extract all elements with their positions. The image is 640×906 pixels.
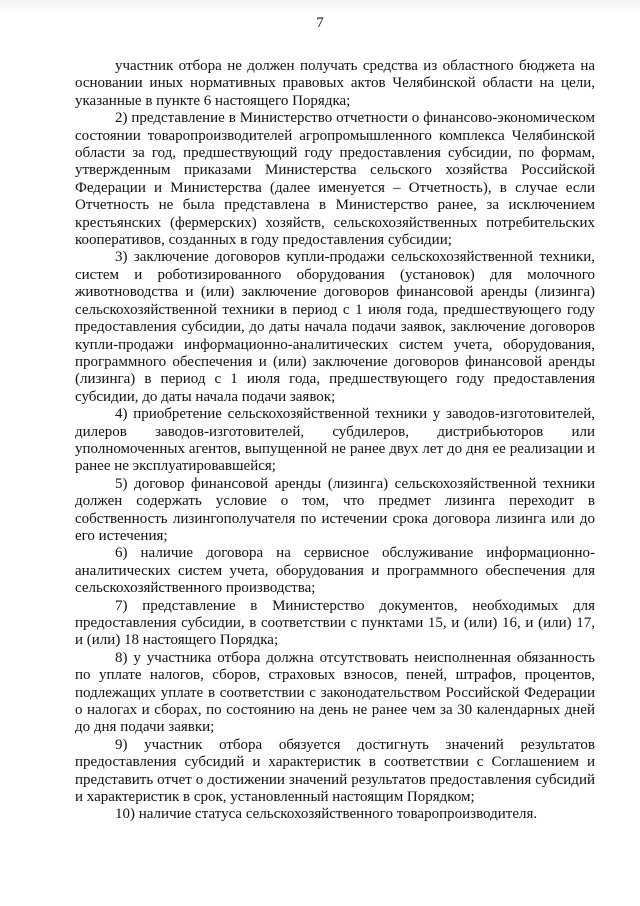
document-body bbox=[75, 58, 595, 824]
scan-edge-shadow bbox=[0, 0, 640, 14]
paragraph-item-8-taxes: 8) у участника отбора должна отсутствовать неисполненная обязанность по уплате налогов, сборов, страховых взносов, пеней, штрафов, процентов, подлежащих уплате в соответствии с законодательством Российской Федерации о налогах и сборах, по состоянию на день не ранее чем за 30 календарных дней до дня подачи заявки; bbox=[75, 649, 595, 736]
paragraph-item-6-service: 6) наличие договора на сервисное обслуживание информационно-аналитических систем учета, оборудования и программного обеспечения для сельскохозяйственного производства; bbox=[75, 545, 595, 597]
paragraph-item-7-documents: 7) представление в Министерство документов, необходимых для предоставления субсидии, в соответствии с пунктами 15, и (или) 16, и (или) 17, и (или) 18 настоящего Порядка; bbox=[75, 597, 595, 649]
paragraph-item-4-acquisition: 4) приобретение сельскохозяйственной техники у заводов-изготовителей, дилеров заводов-изготовителей, субдилеров, дистрибьюторов или уполномоченных агентов, выпущенной не ранее двух лет до дня ее реализации и ранее не эксплуатировавшейся; bbox=[75, 406, 595, 475]
paragraph-item-9-results: 9) участник отбора обязуется достигнуть значений результатов предоставления субсидий и характеристик в соответствии с Соглашением и представить отчет о достижении значений результатов предоставления субсидий и характеристик в срок, установленный настоящим Порядком; bbox=[75, 736, 595, 806]
paragraph-item-2-reporting: 2) представление в Министерство отчетности о финансово-экономическом состоянии товаропроизводителей агропромышленного комплекса Челябинской области за год, предшествующий году предоставления субсидии, по формам, утвержденным приказами Министерства сельского хозяйства Российской Федерации и Министерства (далее именуется – Отчетность), в случае если Отчетность не была представлена в Министерство ранее, за исключением крестьянских (фермерских) хозяйств, сельскохозяйственных потребительских кооперативов, созданных в году предоставления субсидии; bbox=[75, 110, 595, 249]
paragraph-eligibility-no-other-funding: участник отбора не должен получать средства из областного бюджета на основании иных нормативных правовых актов Челябинской области на цели, указанные в пункте 6 настоящего Порядка; bbox=[75, 58, 595, 109]
paragraph-item-10-status: 10) наличие статуса сельскохозяйственного товаропроизводителя. bbox=[115, 806, 538, 823]
paragraph-item-3-contracts: 3) заключение договоров купли-продажи сельскохозяйственной техники, систем и роботизированного оборудования (установок) для молочного животноводства и (или) заключение договоров финансовой аренды (лизинга) сельскохозяйственной техники в период с 1 июля года, предшествующего году предоставления субсидии, до даты начала подачи заявок, заключение договоров купли-продажи информационно-аналитических систем учета, оборудования, программного обеспечения и (или) заключение договоров финансовой аренды (лизинга) в период с 1 июля года, предшествующего году предоставления субсидии, до даты начала подачи заявок; bbox=[75, 249, 595, 405]
page-number: 7 bbox=[316, 15, 324, 31]
paragraph-item-5-leasing: 5) договор финансовой аренды (лизинга) сельскохозяйственной техники должен содержать условие о том, что предмет лизинга переходит в собственность лизингополучателя по истечении срока договора лизинга или до его истечения; bbox=[75, 475, 595, 544]
